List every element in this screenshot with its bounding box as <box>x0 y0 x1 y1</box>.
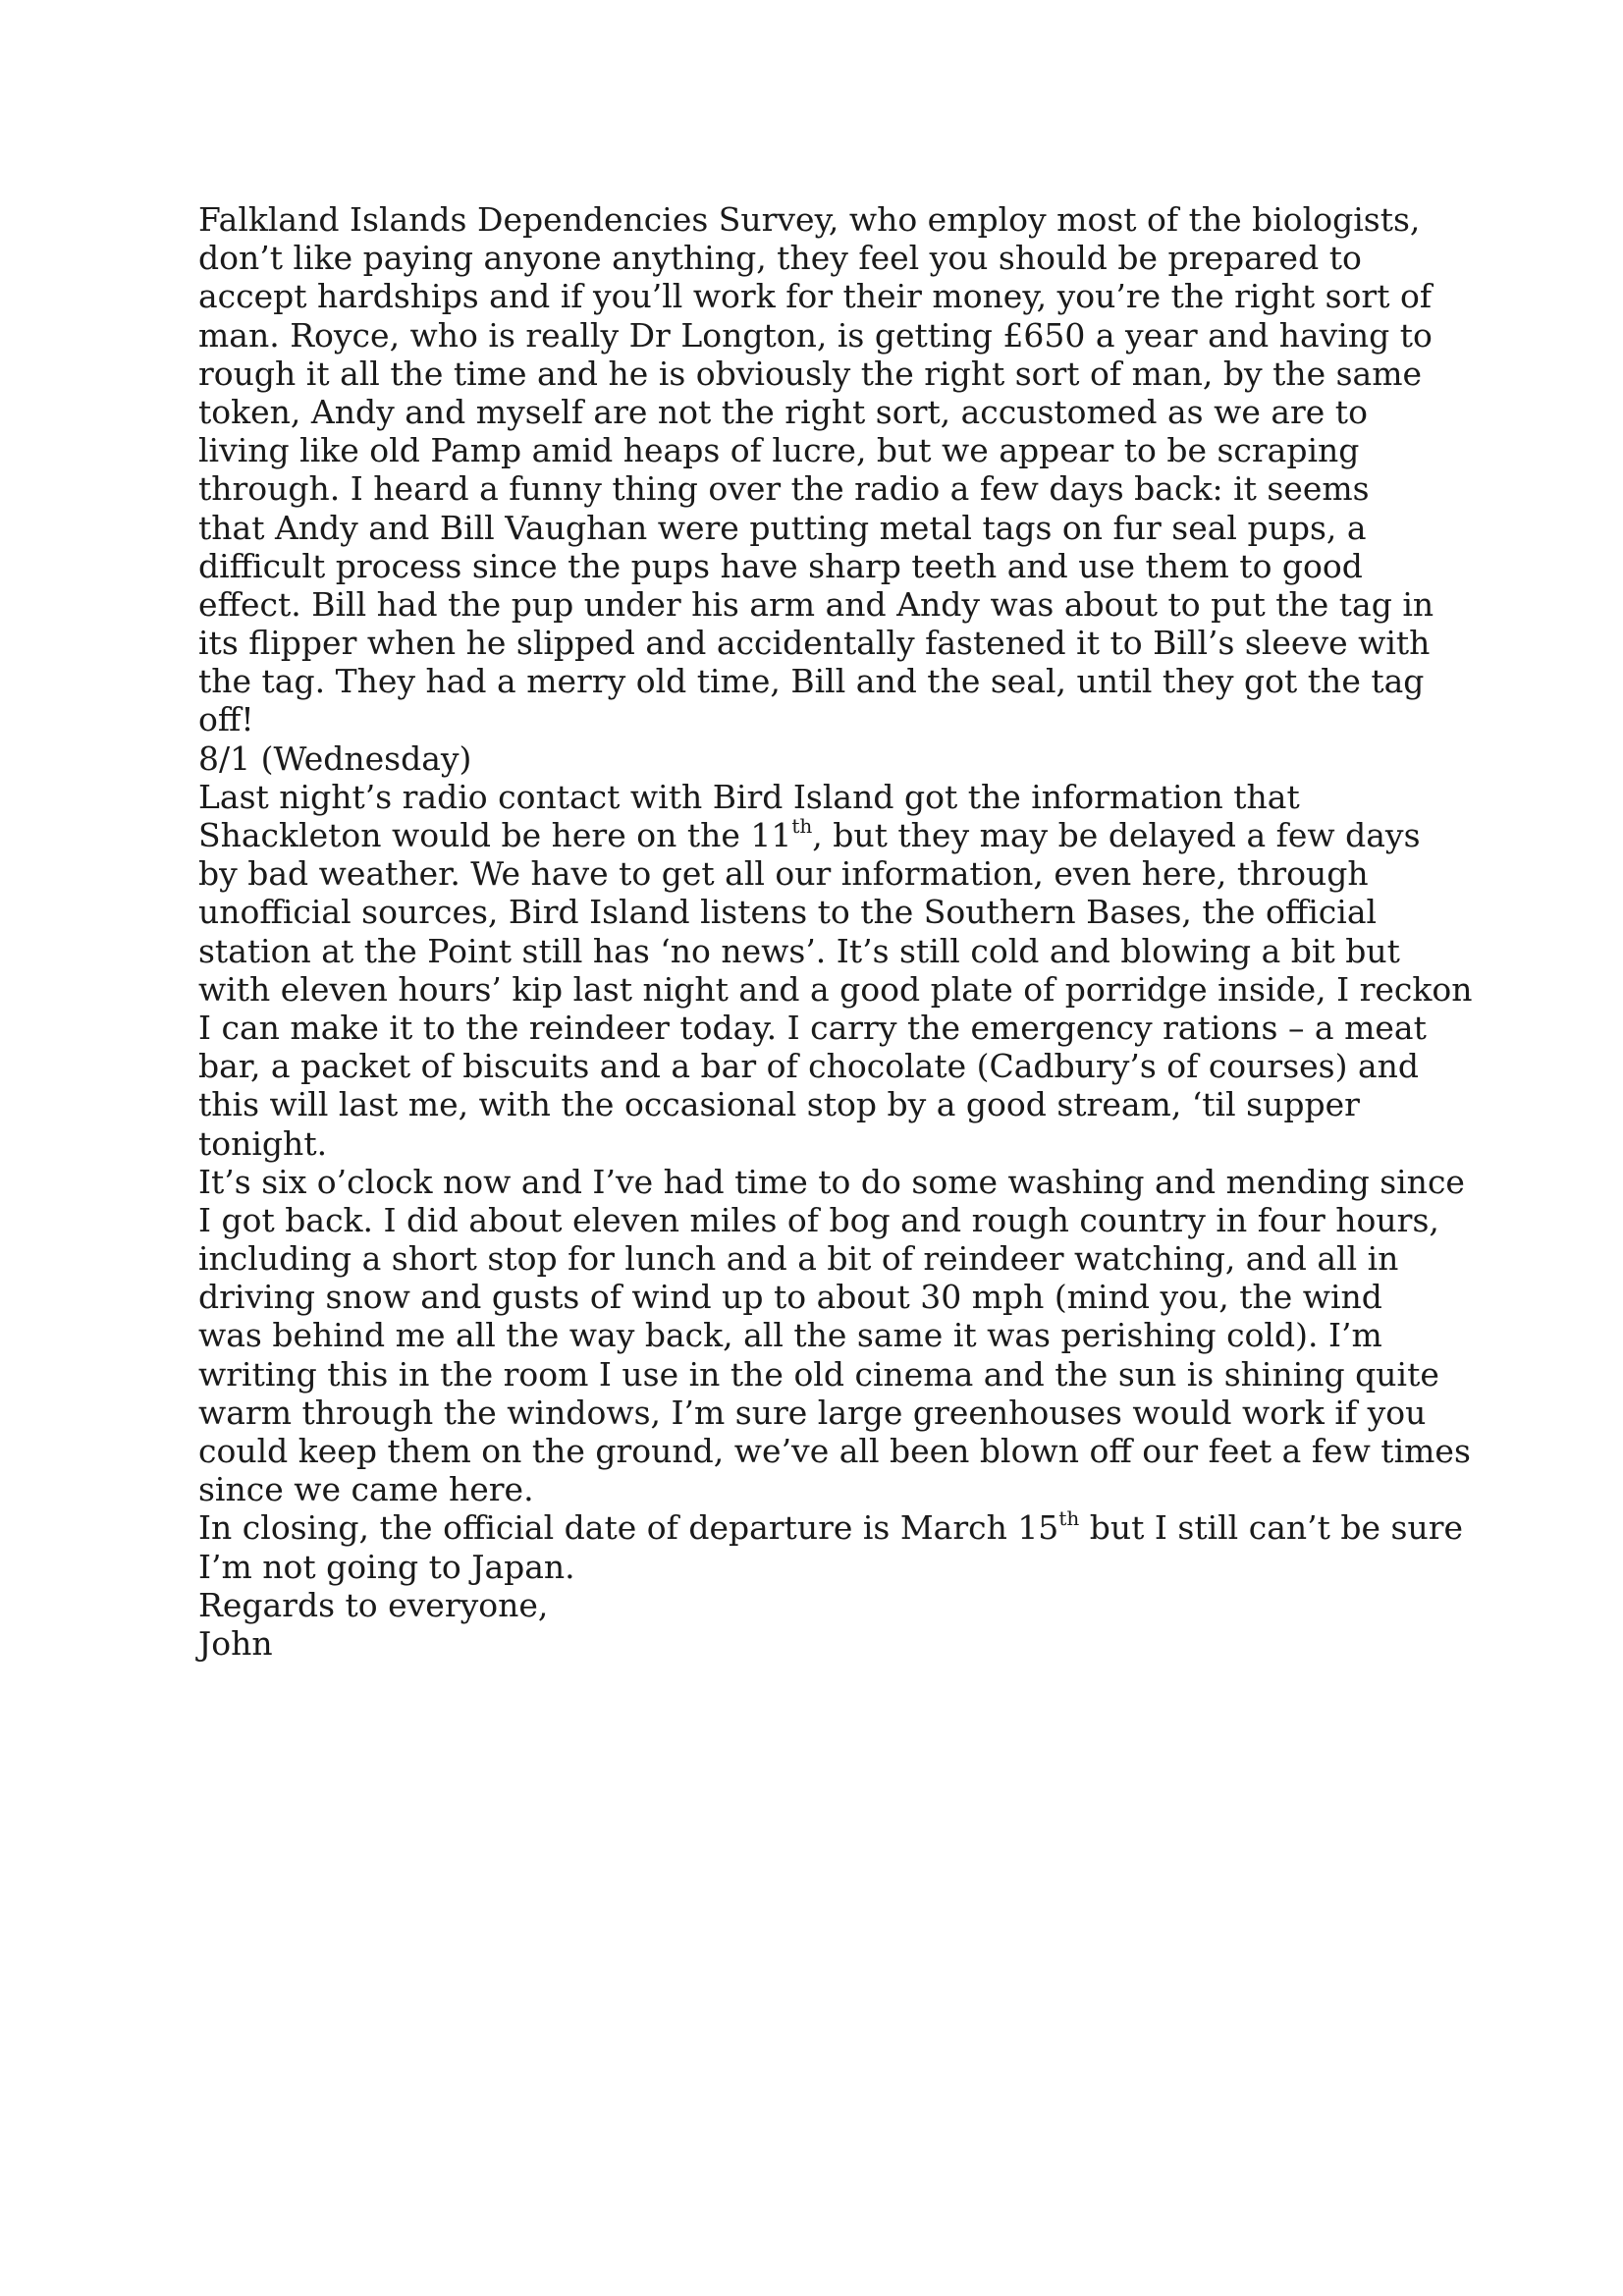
text-line: Falkland Islands Dependencies Survey, who employ most of the biologists, <box>198 200 1421 239</box>
text-line: It’s six o’clock now and I’ve had time to do some washing and mending since <box>198 1162 1465 1201</box>
text-line: bar, a packet of biscuits and a bar of chocolate (Cadbury’s of courses) and <box>198 1047 1420 1086</box>
line-text-segment: , but they may be delayed a few days <box>812 816 1421 854</box>
letter-body <box>198 200 1475 1663</box>
text-line: I can make it to the reindeer today. I carry the emergency rations – a meat <box>198 1008 1427 1047</box>
text-line: including a short stop for lunch and a bit of reindeer watching, and all in <box>198 1239 1399 1279</box>
ordinal-suffix: th <box>1058 1506 1080 1531</box>
text-line: its flipper when he slipped and accidentally fastened it to Bill’s sleeve with <box>198 624 1431 663</box>
text-line: difficult process since the pups have sharp teeth and use them to good <box>198 546 1363 585</box>
text-line <box>198 1508 1475 1547</box>
text-line: station at the Point still has ‘no news’. It’s still cold and blowing a bit but <box>198 931 1400 970</box>
line-text-segment: Shackleton would be here on the 11 <box>198 816 792 854</box>
text-line <box>198 816 1475 854</box>
text-line: was behind me all the way back, all the same it was perishing cold). I’m <box>198 1316 1382 1355</box>
line-text-segment: In closing, the official date of departure is March 15 <box>198 1508 1059 1548</box>
text-line: unofficial sources, Bird Island listens to the Southern Bases, the official <box>198 893 1378 932</box>
text-line: accept hardships and if you’ll work for their money, you’re the right sort of <box>198 277 1433 316</box>
text-line: living like old Pamp amid heaps of lucre, but we appear to be scraping <box>198 431 1360 470</box>
text-line: I’m not going to Japan. <box>198 1547 575 1586</box>
text-line: tonight. <box>198 1123 328 1163</box>
text-line: the tag. They had a merry old time, Bill and the seal, until they got the tag <box>198 662 1425 701</box>
text-line: don’t like paying anyone anything, they feel you should be prepared to <box>198 239 1362 278</box>
text-line: with eleven hours’ kip last night and a good plate of porridge inside, I reckon <box>198 969 1473 1009</box>
text-line: John <box>198 1623 273 1663</box>
text-line: since we came here. <box>198 1470 534 1509</box>
text-line: that Andy and Bill Vaughan were putting metal tags on fur seal pups, a <box>198 508 1367 547</box>
text-line: Last night’s radio contact with Bird Island got the information that <box>198 777 1300 816</box>
text-line: off! <box>198 700 254 739</box>
text-line: man. Royce, who is really Dr Longton, is getting £650 a year and having to <box>198 315 1433 355</box>
text-line: through. I heard a funny thing over the radio a few days back: it seems <box>198 469 1370 509</box>
text-line: could keep them on the ground, we’ve all been blown off our feet a few times <box>198 1432 1471 1470</box>
text-line: driving snow and gusts of wind up to about 30 mph (mind you, the wind <box>198 1278 1382 1317</box>
text-line: effect. Bill had the pup under his arm and Andy was about to put the tag in <box>198 584 1434 624</box>
ordinal-suffix: th <box>791 814 813 838</box>
text-line: token, Andy and myself are not the right sort, accustomed as we are to <box>198 392 1368 431</box>
text-line: this will last me, with the occasional stop by a good stream, ‘til supper <box>198 1085 1360 1124</box>
text-line: I got back. I did about eleven miles of bog and rough country in four hours, <box>198 1200 1439 1239</box>
line-text-segment: but I still can’t be sure <box>1079 1508 1464 1548</box>
text-line: 8/1 (Wednesday) <box>198 738 472 778</box>
text-line: warm through the windows, I’m sure large greenhouses would work if you <box>198 1393 1427 1432</box>
text-line: by bad weather. We have to get all our information, even here, through <box>198 854 1369 894</box>
text-line: Regards to everyone, <box>198 1585 549 1624</box>
text-line: writing this in the room I use in the old cinema and the sun is shining quite <box>198 1354 1439 1394</box>
text-line: rough it all the time and he is obviously the right sort of man, by the same <box>198 354 1423 393</box>
